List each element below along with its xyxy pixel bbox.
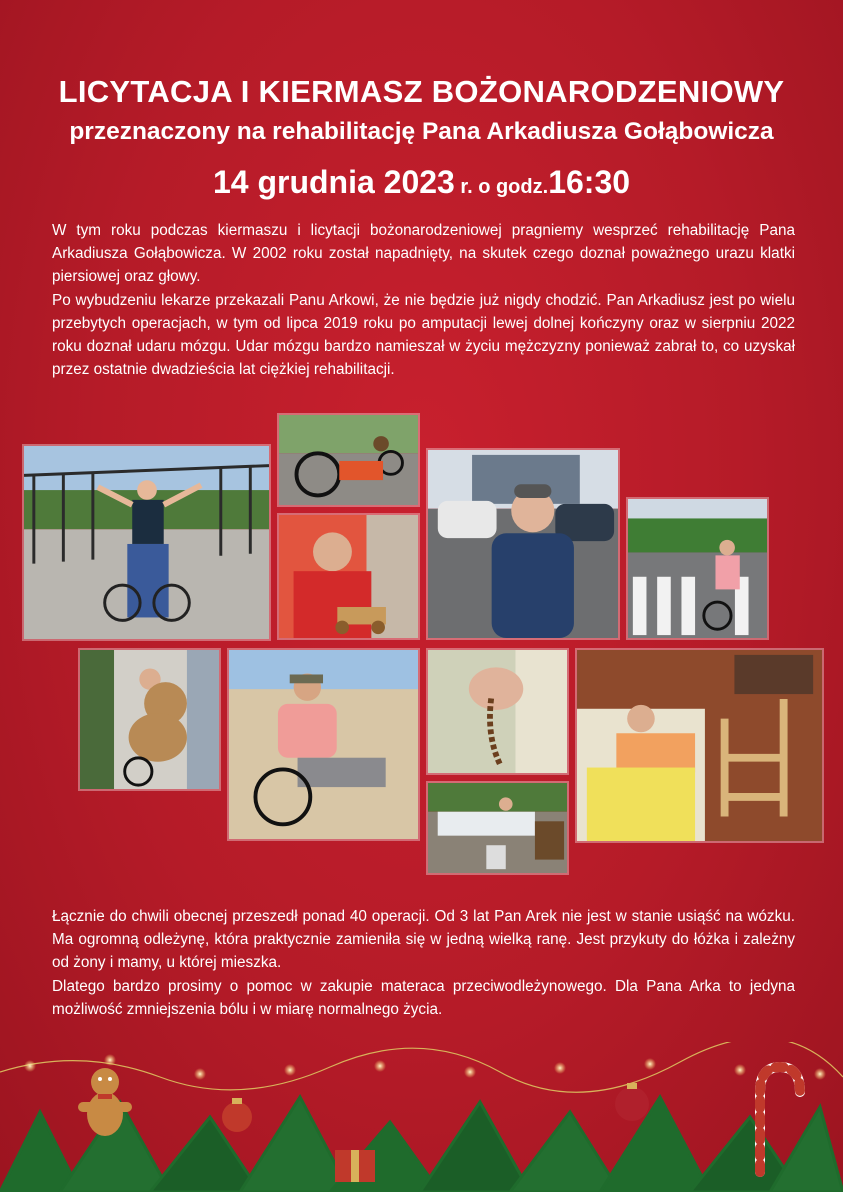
photo-teddy-bear xyxy=(78,648,221,791)
event-time: 16:30 xyxy=(548,164,631,200)
event-date xyxy=(0,164,843,201)
event-date-main: 14 grudnia 2023 xyxy=(212,164,455,200)
gift-box-icon xyxy=(335,1150,375,1182)
event-title: LICYTACJA I KIERMASZ BOŻONARODZENIOWY xyxy=(58,74,785,109)
intro-text xyxy=(52,219,795,381)
photo-handbike xyxy=(277,413,420,507)
photo-wooden-toy xyxy=(277,513,420,640)
event-subtitle: przeznaczony na rehabilitację Pana Arkadiusza Gołąbowicza xyxy=(69,118,774,145)
closing-paragraph-1: Łącznie do chwili obecnej przeszedł ponad 40 operacji. Od 3 lat Pan Arek nie jest w stanie usiąść na wózku. Ma ogromną odleżynę, która praktycznie zamieniła się w jedną wielką ranę. Jest przykuty do łóżka i zależny od żony i mamy, u której mieszka. xyxy=(52,908,795,972)
photo-crosswalk xyxy=(626,497,769,640)
photo-beach xyxy=(227,648,420,841)
photo-balcony-wheelchair xyxy=(22,444,271,641)
closing-paragraph-2: Dlatego bardzo prosimy o pomoc w zakupie materaca przeciwodleżynowego. Dla Pana Arka to jedyna możliwość zmniejszenia bólu i w miarę normalnego życia. xyxy=(52,977,795,1018)
string-lights xyxy=(0,1042,843,1092)
christmas-garland-decoration xyxy=(0,1042,843,1192)
photo-bed-outdoor xyxy=(426,781,569,875)
photo-parking-lot xyxy=(426,448,620,640)
photo-rosary-hand xyxy=(426,648,569,775)
intro-paragraph-2: Po wybudzeniu lekarze przekazali Panu Arkowi, że nie będzie już nigdy chodzić. Pan Arkadiusz jest po wielu przebytych operacjach, w tym od lipca 2019 roku po amputacji lewej dolnej kończyny oraz w sierpniu 2022 roku doznał udaru mózgu. Udar mózgu bardzo namieszał w życiu mężczyzny ponieważ zabrał to, co uzyskał przez ostatnie dwadzieścia lat ciężkiej rehabilitacji. xyxy=(52,291,795,379)
intro-paragraph-1: W tym roku podczas kiermaszu i licytacji bożonarodzeniowej pragniemy wesprzeć rehabilitację Pana Arkadiusza Gołąbowicza. W 2002 roku został napadnięty, na skutek czego doznał poważnego urazu klatki piersiowej oraz głowy. xyxy=(52,222,795,286)
event-date-connector: r. o godz. xyxy=(454,176,549,198)
photo-woodwork xyxy=(575,648,824,843)
closing-text xyxy=(52,905,795,1021)
